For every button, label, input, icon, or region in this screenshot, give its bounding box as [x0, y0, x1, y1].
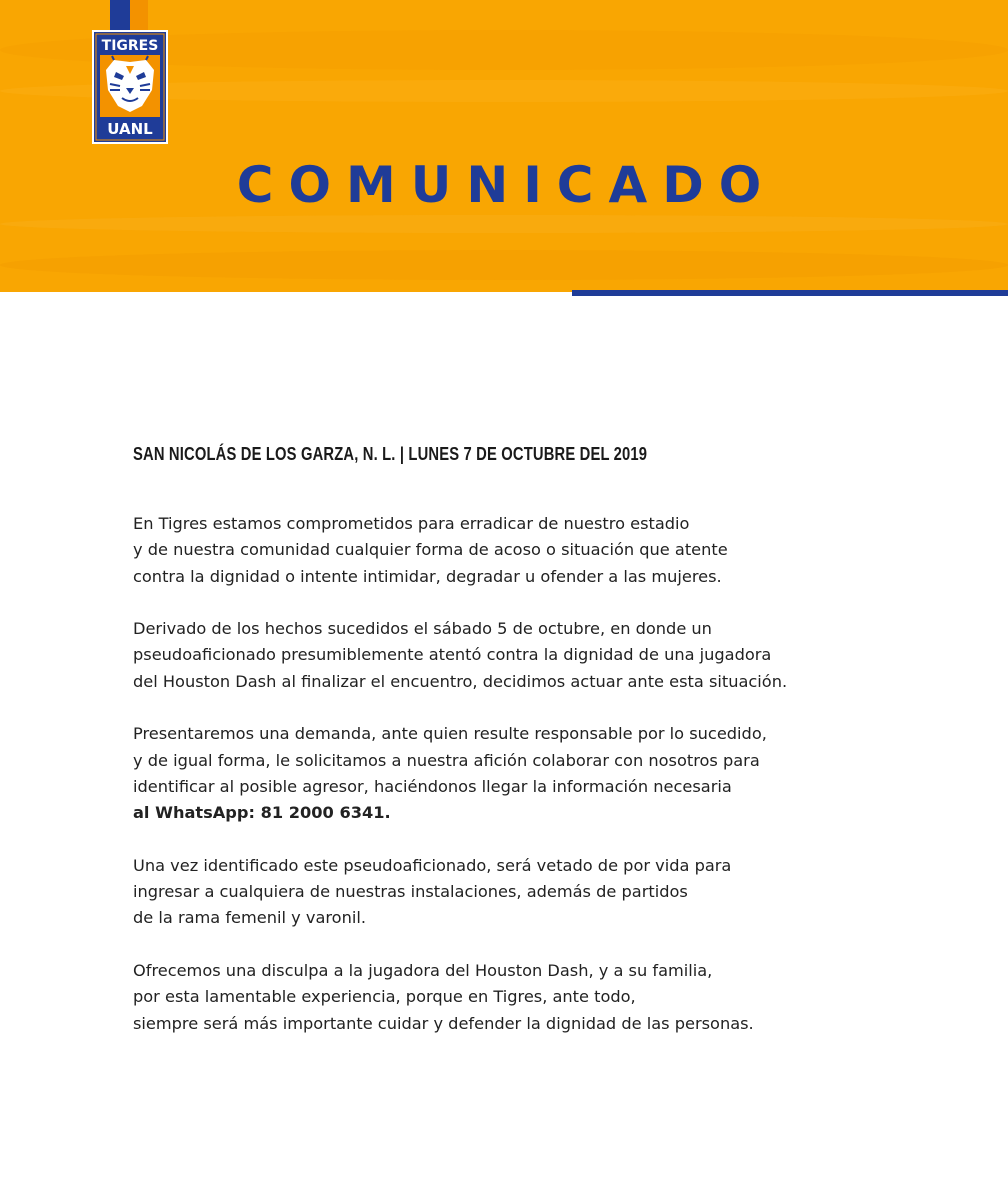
paragraph: [133, 511, 893, 590]
paragraph-line: siempre será más importante cuidar y defender la dignidad de las personas.: [133, 1013, 754, 1033]
paragraph-line: Presentaremos una demanda, ante quien resulte responsable por lo sucedido,: [133, 724, 767, 744]
tiger-icon: [100, 55, 160, 117]
page-title: [0, 150, 1008, 220]
whatsapp-contact: al WhatsApp: 81 2000 6341.: [133, 803, 391, 823]
paragraph-line: pseudoaficionado presumiblemente atentó contra la dignidad de una jugadora: [133, 645, 772, 665]
paragraph-line: contra la dignidad o intente intimidar, degradar u ofender a las mujeres.: [133, 566, 722, 586]
paragraph-line: y de igual forma, le solicitamos a nuestra afición colaborar con nosotros para: [133, 750, 760, 770]
paragraph-line: Una vez identificado este pseudoaficionado, será vetado de por vida para: [133, 855, 732, 875]
paragraph-line: Derivado de los hechos sucedidos el sábado 5 de octubre, en donde un: [133, 619, 712, 639]
paragraph-line: identificar al posible agresor, haciéndonos llegar la información necesaria: [133, 776, 732, 796]
paragraph-line: por esta lamentable experiencia, porque en Tigres, ante todo,: [133, 987, 636, 1007]
banner-texture: [0, 250, 1008, 280]
statement-body: [133, 511, 893, 1063]
logo-bottom-text: UANL: [107, 120, 153, 138]
paragraph-line: En Tigres estamos comprometidos para erradicar de nuestro estadio: [133, 514, 690, 533]
dateline: SAN NICOLÁS DE LOS GARZA, N. L. | LUNES 7 DE OCTUBRE DEL 2019: [133, 444, 648, 464]
paragraph-line: de la rama femenil y varonil.: [133, 908, 366, 928]
tigres-uanl-logo: [92, 0, 168, 144]
paragraph-line: del Houston Dash al finalizar el encuentro, decidimos actuar ante esta situación.: [133, 671, 788, 691]
title-text: COMUNICADO: [236, 156, 777, 214]
paragraph-line: ingresar a cualquiera de nuestras instalaciones, además de partidos: [133, 882, 688, 902]
paragraph: [133, 721, 893, 826]
paragraph: [133, 958, 893, 1037]
paragraph-line: y de nuestra comunidad cualquier forma de acoso o situación que atente: [133, 540, 728, 560]
paragraph: [133, 616, 893, 695]
accent-divider: [572, 290, 1008, 296]
paragraph-line: Ofrecemos una disculpa a la jugadora del Houston Dash, y a su familia,: [133, 961, 713, 981]
header-banner: [0, 0, 1008, 292]
paragraph: [133, 853, 893, 932]
logo-top-text: TIGRES: [101, 38, 159, 54]
